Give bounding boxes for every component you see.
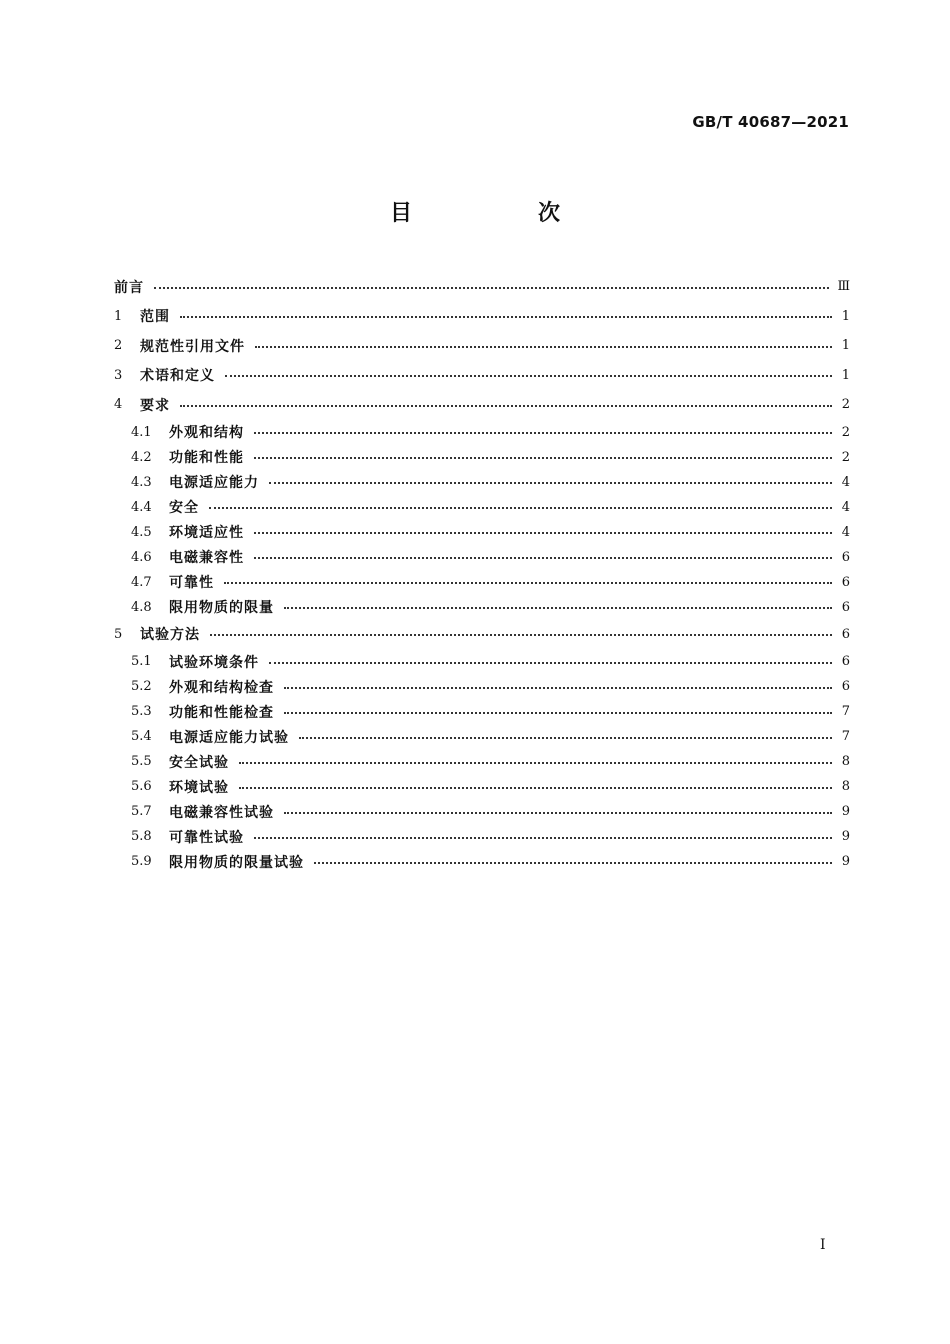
toc-entry-number: 4.6: [131, 549, 152, 565]
toc-entry-page: 6: [841, 574, 850, 590]
toc-entry-page: 4: [841, 499, 850, 515]
toc-entry-page: 4: [841, 474, 850, 490]
toc-entry-page: 8: [841, 779, 850, 794]
toc-entry-label: 限用物质的限量试验: [169, 854, 304, 871]
toc-entry-number: 4.5: [131, 524, 152, 540]
toc-entry-label: 外观和结构检查: [169, 679, 274, 696]
toc-entry-page: 2: [841, 449, 850, 465]
toc-entry-number: 3: [114, 367, 123, 383]
toc-entry[interactable]: [114, 799, 850, 824]
toc-dot-leader: [224, 582, 832, 584]
toc-entry-page: Ⅲ: [837, 279, 850, 295]
toc-entry-page: 1: [841, 308, 850, 324]
toc-entry-number: 2: [114, 338, 123, 354]
page-title: 目 次: [389, 201, 612, 226]
toc-entry-label: 可靠性: [169, 575, 214, 591]
toc-entry[interactable]: [114, 849, 850, 874]
toc-entry-label: 电磁兼容性试验: [169, 804, 274, 821]
toc-entry-label: 功能和性能检查: [169, 704, 274, 721]
toc-entry-label: 术语和定义: [140, 368, 215, 385]
toc-entry[interactable]: [114, 545, 850, 570]
toc-entry[interactable]: [114, 495, 850, 520]
toc-entry-label: 安全试验: [169, 754, 229, 771]
toc-entry-number: 5.3: [131, 704, 152, 719]
toc-dot-leader: [284, 812, 832, 814]
toc-entry-page: 2: [841, 397, 850, 413]
toc-entry-number: 5.4: [131, 729, 152, 744]
toc-entry[interactable]: [114, 620, 850, 650]
toc-dot-leader: [180, 316, 832, 318]
toc-entry[interactable]: [114, 470, 850, 495]
toc-entry-page: 6: [841, 626, 850, 642]
page-number: I: [820, 1237, 826, 1253]
toc-entry-page: 2: [841, 424, 850, 440]
toc-entry-label: 限用物质的限量: [169, 600, 274, 616]
standard-code: GB/T 40687—2021: [692, 113, 849, 131]
toc-entry-number: 4.3: [131, 474, 152, 490]
toc-entry-page: 9: [841, 854, 850, 869]
toc-entry-label: 要求: [140, 397, 170, 414]
toc-entry-label: 环境适应性: [169, 525, 244, 541]
toc-entry-label: 规范性引用文件: [140, 338, 245, 355]
toc-entry-label: 试验方法: [140, 627, 200, 644]
toc-dot-leader: [254, 837, 832, 839]
toc-dot-leader: [314, 862, 832, 864]
toc-entry-label: 范围: [140, 309, 170, 326]
toc-dot-leader: [210, 634, 832, 636]
toc-entry[interactable]: [114, 361, 850, 391]
toc-entry-page: 7: [841, 704, 850, 719]
toc-dot-leader: [284, 687, 832, 689]
toc-entry-label: 电源适应能力试验: [169, 729, 289, 746]
toc-entry-label: 前言: [114, 279, 144, 296]
toc-entry-number: 1: [114, 308, 123, 324]
toc-entry[interactable]: [114, 649, 850, 674]
toc-entry-label: 外观和结构: [169, 425, 244, 441]
toc-dot-leader: [255, 346, 832, 348]
toc-dot-leader: [254, 432, 832, 434]
toc-dot-leader: [239, 762, 832, 764]
toc-entry-number: 5.5: [131, 754, 152, 769]
toc-entry-number: 5: [114, 626, 123, 642]
toc-dot-leader: [269, 482, 832, 484]
toc-dot-leader: [209, 507, 832, 509]
toc-entry[interactable]: [114, 774, 850, 799]
toc-entry-number: 5.1: [131, 654, 152, 669]
toc-entry-number: 5.7: [131, 804, 152, 819]
toc-dot-leader: [299, 737, 832, 739]
toc-entry-number: 4.7: [131, 574, 152, 590]
toc-entry-label: 电磁兼容性: [169, 550, 244, 566]
toc-entry-page: 6: [841, 679, 850, 694]
toc-entry[interactable]: [114, 824, 850, 849]
toc-entry-number: 4.1: [131, 424, 152, 440]
toc-dot-leader: [254, 532, 832, 534]
toc-dot-leader: [254, 557, 832, 559]
toc-dot-leader: [254, 457, 832, 459]
toc-entry[interactable]: [114, 331, 850, 361]
toc-entry-number: 4.2: [131, 449, 152, 465]
toc-entry[interactable]: [114, 420, 850, 445]
toc-entry-page: 6: [841, 549, 850, 565]
toc-entry[interactable]: [114, 272, 850, 302]
toc-entry-page: 9: [841, 804, 850, 819]
toc-entry[interactable]: [114, 749, 850, 774]
toc-entry-page: 6: [841, 599, 850, 615]
toc-entry[interactable]: [114, 520, 850, 545]
toc-dot-leader: [225, 375, 832, 377]
toc-dot-leader: [269, 662, 832, 664]
toc-entry-number: 4.4: [131, 499, 152, 515]
toc-entry-number: 4.8: [131, 599, 152, 615]
toc-entry-number: 4: [114, 397, 123, 413]
toc-entry-label: 试验环境条件: [169, 654, 259, 671]
toc-entry-page: 1: [841, 367, 850, 383]
toc-entry-page: 4: [841, 524, 850, 540]
toc-entry-number: 5.2: [131, 679, 152, 694]
toc-entry-label: 可靠性试验: [169, 829, 244, 846]
toc-dot-leader: [180, 405, 832, 407]
toc-dot-leader: [284, 712, 832, 714]
toc-entry-label: 电源适应能力: [169, 475, 259, 491]
toc-entry-page: 1: [841, 338, 850, 354]
toc-entry-page: 8: [841, 754, 850, 769]
toc-entry-page: 7: [841, 729, 850, 744]
toc-entry[interactable]: [114, 674, 850, 699]
toc-entry[interactable]: [114, 570, 850, 595]
toc-entry[interactable]: [114, 595, 850, 620]
toc-entry-number: 5.8: [131, 829, 152, 844]
toc-entry-number: 5.6: [131, 779, 152, 794]
toc-entry-label: 安全: [169, 500, 199, 516]
toc-entry[interactable]: [114, 390, 850, 420]
toc-dot-leader: [284, 607, 832, 609]
toc-entry[interactable]: [114, 445, 850, 470]
toc-entry-label: 环境试验: [169, 779, 229, 796]
toc-entry-label: 功能和性能: [169, 450, 244, 466]
toc-entry[interactable]: [114, 699, 850, 724]
toc-dot-leader: [154, 287, 829, 289]
toc-entry[interactable]: [114, 724, 850, 749]
toc-entry[interactable]: [114, 302, 850, 332]
toc-entry-page: 9: [841, 829, 850, 844]
toc-entry-number: 5.9: [131, 854, 152, 869]
toc-dot-leader: [239, 787, 832, 789]
table-of-contents: [114, 272, 850, 874]
toc-entry-page: 6: [841, 654, 850, 669]
